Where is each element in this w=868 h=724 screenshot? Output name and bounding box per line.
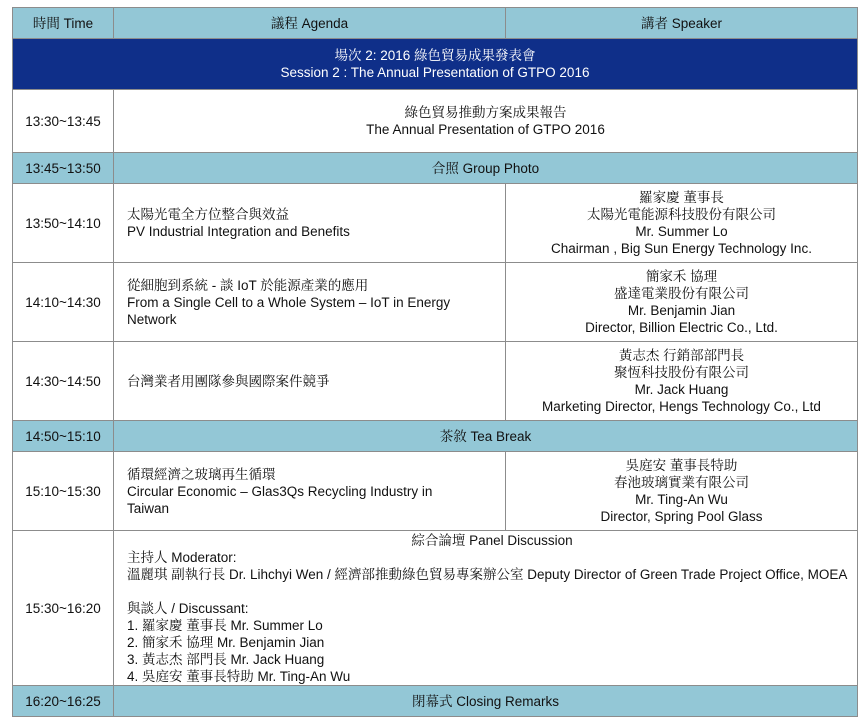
speaker-line: Mr. Summer Lo — [635, 224, 728, 239]
topic-line: 循環經濟之玻璃再生循環 — [127, 466, 276, 482]
speaker-line: 盛達電業股份有限公司 — [614, 286, 749, 301]
speaker-line: 吳庭安 董事長特助 — [625, 458, 738, 473]
table-row — [13, 263, 858, 342]
row-time: 15:10~15:30 — [13, 452, 114, 531]
session-title-zh: 場次 2: 2016 綠色貿易成果發表會 — [334, 48, 536, 63]
table-row — [13, 421, 858, 452]
row-topic — [114, 452, 506, 531]
panel-line: 主持人 Moderator: — [127, 550, 237, 565]
row-time: 13:50~14:10 — [13, 184, 114, 263]
row-speaker — [506, 342, 858, 421]
agenda-table — [12, 7, 858, 717]
speaker-line: Marketing Director, Hengs Technology Co., Ltd — [542, 399, 821, 414]
row-time: 13:45~13:50 — [13, 153, 114, 184]
speaker-line: 黃志杰 行銷部部門長 — [618, 348, 745, 363]
topic-line: 太陽光電全方位整合與效益 — [127, 207, 289, 222]
speaker-line: Mr. Benjamin Jian — [627, 303, 736, 318]
speaker-line: 春池玻璃實業有限公司 — [614, 475, 749, 490]
table-row — [13, 686, 858, 717]
speaker-line: Chairman , Big Sun Energy Technology Inc. — [551, 241, 812, 256]
row-time: 14:50~15:10 — [13, 421, 114, 452]
topic-line: Taiwan — [127, 500, 170, 516]
panel-content — [114, 531, 858, 686]
header-row — [13, 8, 858, 39]
session-title-en: Session 2 : The Annual Presentation of GTPO 2016 — [280, 65, 590, 80]
row-speaker — [506, 263, 858, 342]
session-title — [13, 39, 858, 90]
panel-title: 綜合論壇 Panel Discussion — [411, 533, 573, 548]
topic-line: Circular Economic – Glas3Qs Recycling Industry in — [127, 483, 433, 499]
table-row — [13, 452, 858, 531]
speaker-line: 羅家慶 董事長 — [639, 190, 724, 205]
row-time: 15:30~16:20 — [13, 531, 114, 686]
discussant-line: 2. 簡家禾 協理 Mr. Benjamin Jian — [127, 635, 325, 650]
panel-spacer — [127, 583, 857, 600]
session-row — [13, 39, 858, 90]
header-speaker: 講者 Speaker — [506, 8, 858, 39]
row-topic — [114, 184, 506, 263]
speaker-line: 太陽光電能源科技股份有限公司 — [587, 207, 776, 222]
speaker-line: Mr. Ting-An Wu — [635, 492, 728, 507]
table-row — [13, 153, 858, 184]
discussant-line: 與談人 / Discussant: — [127, 601, 249, 616]
row-topic — [114, 263, 506, 342]
row-time: 13:30~13:45 — [13, 90, 114, 153]
row-time: 14:30~14:50 — [13, 342, 114, 421]
table-row — [13, 342, 858, 421]
header-time: 時間 Time — [13, 8, 114, 39]
speaker-line: 聚恆科技股份有限公司 — [614, 365, 749, 380]
row-topic — [114, 90, 858, 153]
row-time: 16:20~16:25 — [13, 686, 114, 717]
discussant-line: 3. 黃志杰 部門長 Mr. Jack Huang — [127, 652, 325, 667]
topic-line: From a Single Cell to a Whole System – IoT in Energy — [127, 294, 451, 310]
topic-line: 從細胞到系統 - 談 IoT 於能源產業的應用 — [127, 277, 369, 293]
row-topic: 合照 Group Photo — [114, 153, 858, 184]
topic-zh: 綠色貿易推動方案成果報告 — [404, 105, 567, 120]
row-speaker — [506, 452, 858, 531]
topic-line: PV Industrial Integration and Benefits — [127, 224, 350, 239]
speaker-line: Mr. Jack Huang — [634, 382, 729, 397]
topic-line: 台灣業者用團隊參與國際案件競爭 — [127, 373, 330, 389]
row-speaker — [506, 184, 858, 263]
table-row — [13, 90, 858, 153]
panel-row — [13, 531, 858, 686]
speaker-line: Director, Billion Electric Co., Ltd. — [585, 320, 778, 335]
topic-line: Network — [127, 311, 177, 327]
row-topic: 茶敘 Tea Break — [114, 421, 858, 452]
row-topic: 閉幕式 Closing Remarks — [114, 686, 858, 717]
row-time: 14:10~14:30 — [13, 263, 114, 342]
table-row — [13, 184, 858, 263]
speaker-line: 簡家禾 協理 — [645, 269, 718, 284]
topic-en: The Annual Presentation of GTPO 2016 — [366, 122, 605, 137]
discussant-line: 4. 吳庭安 董事長特助 Mr. Ting-An Wu — [127, 669, 351, 684]
speaker-line: Director, Spring Pool Glass — [600, 509, 763, 524]
panel-line: 溫麗琪 副執行長 Dr. Lihchyi Wen / 經濟部推動綠色貿易專案辦公室 Deputy Director of Green Trade Project Office, MOEA — [127, 567, 848, 582]
row-topic — [114, 342, 506, 421]
discussant-line: 1. 羅家慶 董事長 Mr. Summer Lo — [127, 618, 323, 633]
header-agenda: 議程 Agenda — [114, 8, 506, 39]
